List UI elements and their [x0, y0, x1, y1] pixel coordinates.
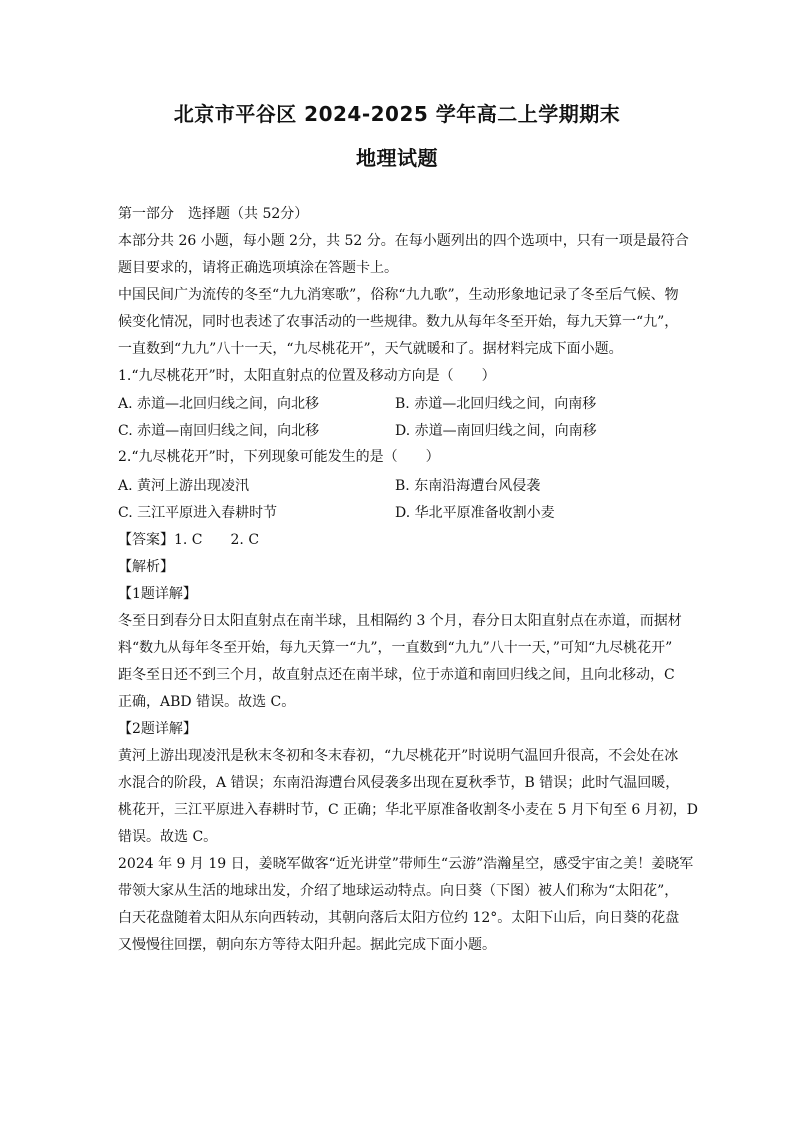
detail-2-line: 桃花开，三江平原进入春耕时节，C 正确；华北平原准备收割冬小麦在 5 月下旬至 6 月初，D: [118, 802, 698, 818]
section-intro-line: 题目要求的，请将正确选项填涂在答题卡上。: [118, 260, 398, 276]
question-2-option-c: C. 三江平原进入春耕时节: [118, 505, 278, 521]
document-title: 北京市平谷区 2024-2025 学年高二上学期期末: [173, 102, 621, 126]
question-2-option-d: D. 华北平原准备收割小麦: [395, 505, 555, 521]
question-1-option-b: B. 赤道—北回归线之间，向南移: [395, 396, 597, 412]
question-1-option-a: A. 赤道—北回归线之间，向北移: [118, 396, 320, 412]
document-subtitle: 地理试题: [356, 146, 438, 170]
passage-line: 带领大家从生活的地球出发，介绍了地球运动特点。向日葵（下图）被人们称为“太阳花”，: [118, 883, 679, 899]
passage-line: 白天花盘随着太阳从东向西转动，其朝向落后太阳方位约 12°。太阳下山后，向日葵的花盘: [118, 910, 680, 926]
detail-2-line: 错误。故选 C。: [118, 829, 218, 845]
detail-2-heading: 【2题详解】: [118, 721, 197, 737]
passage-line: 候变化情况，同时也表述了农事活动的一些规律。数九从每年冬至开始，每九天算一“九”，: [118, 314, 679, 330]
question-2-stem: 2.“九尽桃花开”时，下列现象可能发生的是（ ）: [118, 449, 440, 465]
question-1-option-d: D. 赤道—南回归线之间，向南移: [395, 423, 597, 439]
passage-line: 一直数到“九九”八十一天，“九尽桃花开”，天气就暖和了。据材料完成下面小题。: [118, 341, 623, 357]
analysis-heading: 【解析】: [118, 559, 174, 575]
passage-line: 中国民间广为流传的冬至“九九消寒歌”，俗称“九九歌”，生动形象地记录了冬至后气候、物: [118, 287, 679, 303]
question-1-stem: 1.“九尽桃花开”时，太阳直射点的位置及移动方向是（ ）: [118, 368, 496, 384]
question-2-option-b: B. 东南沿海遭台风侵袭: [395, 478, 541, 494]
question-2-option-a: A. 黄河上游出现凌汛: [118, 478, 250, 494]
section-intro-line: 本部分共 26 小题，每小题 2分，共 52 分。在每小题列出的四个选项中，只有一项是最符合: [118, 233, 689, 249]
passage-line: 2024 年 9 月 19 日，姜晓军做客“近光讲堂”带师生“云游”浩瀚星空，感受宇宙之美！姜晓军: [118, 856, 694, 872]
detail-2-line: 水混合的阶段，A 错误；东南沿海遭台风侵袭多出现在夏秋季节，B 错误；此时气温回暖，: [118, 775, 680, 791]
detail-2-line: 黄河上游出现凌汛是秋末冬初和冬末春初，“九尽桃花开”时说明气温回升很高，不会处在冰: [118, 748, 679, 764]
detail-1-line: 正确，ABD 错误。故选 C。: [118, 694, 296, 710]
answer-label: 【答案】1. C 2. C: [118, 532, 260, 548]
passage-line: 又慢慢往回摆，朝向东方等待太阳升起。据此完成下面小题。: [118, 937, 496, 953]
detail-1-line: 距冬至日还不到三个月，故直射点还在南半球，位于赤道和南回归线之间，且向北移动，C: [118, 667, 675, 683]
section-heading: 第一部分 选择题（共 52分）: [118, 206, 309, 222]
detail-1-heading: 【1题详解】: [118, 586, 197, 602]
detail-1-line: 冬至日到春分日太阳直射点在南半球，且相隔约 3 个月，春分日太阳直射点在赤道，而据材: [118, 613, 682, 629]
detail-1-line: 料“数九从每年冬至开始，每九天算一“九”，一直数到“九九”八十一天，”可知“九尽桃花开”: [118, 640, 673, 656]
question-1-option-c: C. 赤道—南回归线之间，向北移: [118, 423, 320, 439]
